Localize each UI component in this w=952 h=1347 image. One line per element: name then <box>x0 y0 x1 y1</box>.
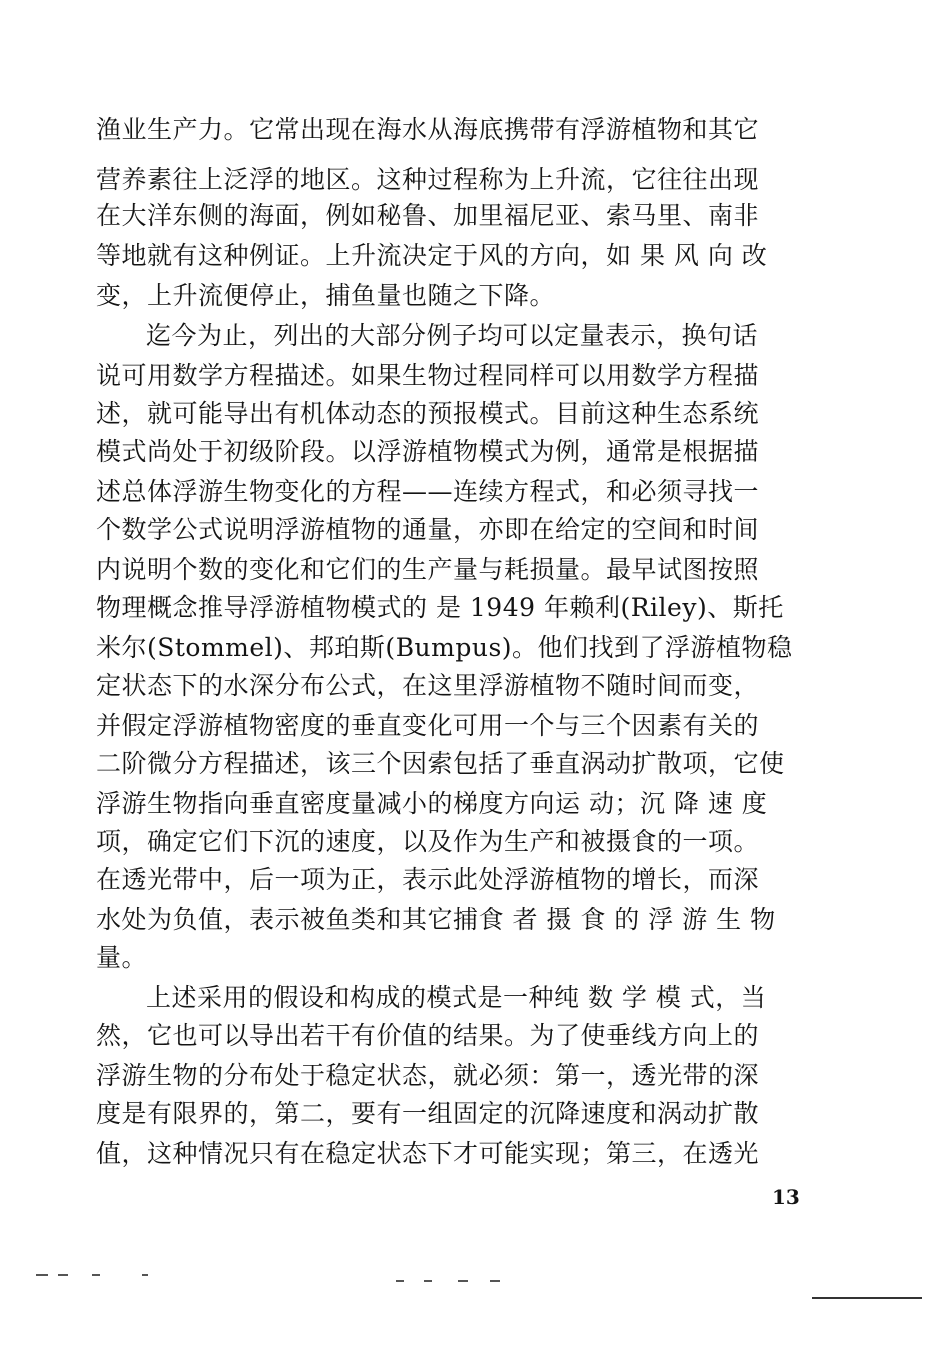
text-line: 上述采用的假设和构成的模式是一种纯 数 学 模 式，当 <box>146 983 767 1012</box>
text-line: 说可用数学方程描述。如果生物过程同样可以用数学方程描 <box>96 361 760 390</box>
scan-mark <box>36 1274 48 1276</box>
text-line: 述总体浮游生物变化的方程——连续方程式，和必须寻找一 <box>96 477 760 506</box>
page-number: 13 <box>772 1185 800 1209</box>
text-line: 个数学公式说明浮游植物的通量，亦即在给定的空间和时间 <box>96 515 760 544</box>
text-line: 迄今为止，列出的大部分例子均可以定量表示，换句话 <box>146 321 759 350</box>
text-line: 定状态下的水深分布公式，在这里浮游植物不随时间而变， <box>96 671 760 700</box>
text-line: 等地就有这种例证。上升流决定于风的方向，如 果 风 向 改 <box>96 241 768 270</box>
text-line: 在透光带中，后一项为正，表示此处浮游植物的增长，而深 <box>96 865 760 894</box>
text-line: 米尔(Stommel)、邦珀斯(Bumpus)。他们找到了浮游植物稳 <box>96 633 793 662</box>
scan-rule <box>812 1297 922 1299</box>
text-line: 量。 <box>96 943 148 972</box>
scan-mark <box>58 1274 68 1276</box>
text-line: 在大洋东侧的海面，例如秘鲁、加里福尼亚、索马里、南非 <box>96 201 760 230</box>
text-line: 度是有限界的，第二，要有一组固定的沉降速度和涡动扩散 <box>96 1099 760 1128</box>
scan-mark <box>458 1280 468 1282</box>
text-line: 浮游生物指向垂直密度量减小的梯度方向运 动；沉 降 速 度 <box>96 789 768 818</box>
text-line: 项，确定它们下沉的速度，以及作为生产和被摄食的一项。 <box>96 827 760 856</box>
text-line: 述，就可能导出有机体动态的预报模式。目前这种生态系统 <box>96 399 760 428</box>
text-line: 模式尚处于初级阶段。以浮游植物模式为例，通常是根据描 <box>96 437 760 466</box>
scan-mark <box>92 1274 100 1276</box>
text-line: 变，上升流便停止，捕鱼量也随之下降。 <box>96 281 556 310</box>
text-line: 营养素往上泛浮的地区。这种过程称为上升流，它往往出现 <box>96 165 760 194</box>
text-line: 并假定浮游植物密度的垂直变化可用一个与三个因素有关的 <box>96 711 760 740</box>
scan-mark <box>424 1280 432 1282</box>
text-line: 值，这种情况只有在稳定状态下才可能实现；第三，在透光 <box>96 1139 760 1168</box>
text-line: 然，它也可以导出若干有价值的结果。为了使垂线方向上的 <box>96 1021 760 1050</box>
text-line: 浮游生物的分布处于稳定状态，就必须：第一，透光带的深 <box>96 1061 760 1090</box>
scan-mark <box>142 1274 148 1276</box>
scan-mark <box>490 1280 500 1282</box>
text-line: 渔业生产力。它常出现在海水从海底携带有浮游植物和其它 <box>96 115 760 144</box>
text-line: 物理概念推导浮游植物模式的 是 1949 年赖利(Riley)、斯托 <box>96 593 784 622</box>
scan-mark <box>396 1280 404 1282</box>
text-line: 内说明个数的变化和它们的生产量与耗损量。最早试图按照 <box>96 555 760 584</box>
text-line: 水处为负值，表示被鱼类和其它捕食 者 摄 食 的 浮 游 生 物 <box>96 905 776 934</box>
text-line: 二阶微分方程描述，该三个因索包括了垂直涡动扩散项，它使 <box>96 749 785 778</box>
